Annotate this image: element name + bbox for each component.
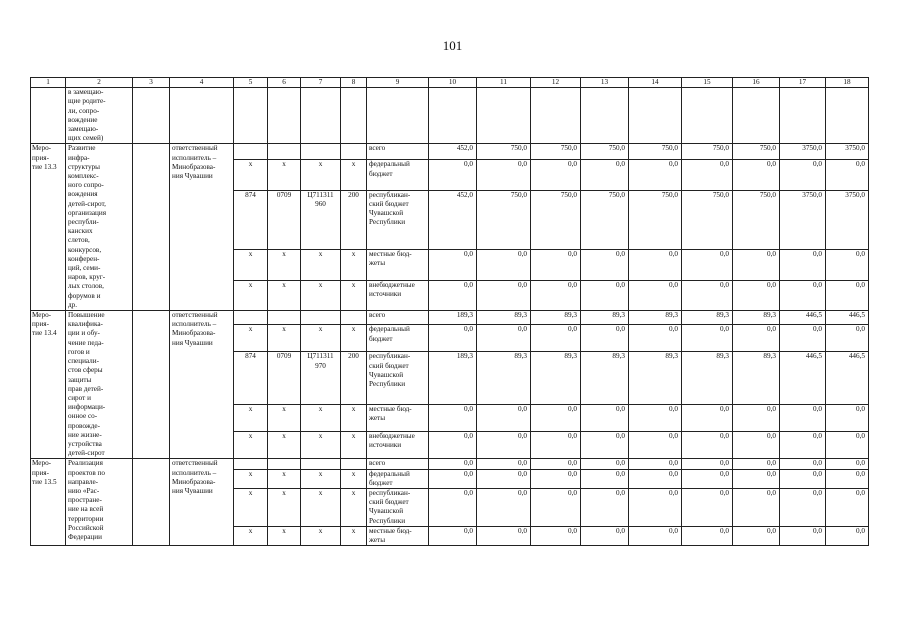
value-cell: 0,0 — [682, 250, 733, 280]
empty-cell — [780, 88, 826, 144]
code-cell: x — [268, 250, 301, 280]
value-cell: 446,5 — [826, 352, 869, 405]
value-cell: 0,0 — [780, 250, 826, 280]
value-cell: 0,0 — [826, 250, 869, 280]
code-cell: x — [234, 405, 268, 432]
value-cell: 0,0 — [629, 250, 682, 280]
funding-source: местные бюд- жеты — [367, 526, 429, 545]
page-number: 101 — [442, 38, 463, 53]
value-cell: 750,0 — [477, 190, 531, 249]
code-cell: 0709 — [268, 352, 301, 405]
value-cell: 0,0 — [581, 432, 629, 459]
code-cell — [301, 311, 341, 325]
code-cell: 874 — [234, 190, 268, 249]
column-number: 12 — [531, 78, 581, 88]
value-cell: 89,3 — [531, 311, 581, 325]
code-cell: x — [341, 432, 367, 459]
value-cell: 0,0 — [531, 325, 581, 352]
value-cell: 0,0 — [682, 488, 733, 526]
value-cell: 0,0 — [682, 459, 733, 469]
value-cell: 0,0 — [826, 405, 869, 432]
value-cell: 452,0 — [429, 144, 477, 160]
empty-cell — [367, 88, 429, 144]
value-cell: 0,0 — [531, 526, 581, 545]
empty-cell — [234, 88, 268, 144]
code-cell: x — [234, 526, 268, 545]
empty-cell — [826, 88, 869, 144]
value-cell: 0,0 — [826, 469, 869, 488]
value-cell: 446,5 — [780, 352, 826, 405]
value-cell: 0,0 — [682, 469, 733, 488]
column-number: 7 — [301, 78, 341, 88]
value-cell: 0,0 — [429, 432, 477, 459]
value-cell: 0,0 — [682, 526, 733, 545]
code-cell: x — [341, 160, 367, 190]
value-cell: 0,0 — [682, 325, 733, 352]
value-cell: 0,0 — [780, 405, 826, 432]
value-cell: 0,0 — [531, 405, 581, 432]
event-description: Повышение квалифика- ции и обу- чение педа- гогов и специали- стов сферы защиты прав детей- сирот и информаци- онное со- провожде- ние жизне- устройства детей-сирот — [66, 311, 133, 459]
code-cell: x — [301, 160, 341, 190]
empty-cell — [581, 88, 629, 144]
value-cell: 0,0 — [581, 526, 629, 545]
empty-cell — [733, 88, 780, 144]
value-cell: 0,0 — [780, 526, 826, 545]
code-cell: x — [341, 488, 367, 526]
code-cell: x — [268, 432, 301, 459]
value-cell: 89,3 — [682, 352, 733, 405]
value-cell: 0,0 — [733, 405, 780, 432]
funding-source: республикан- ский бюджет Чувашской Республики — [367, 352, 429, 405]
value-cell: 0,0 — [629, 432, 682, 459]
column-number: 14 — [629, 78, 682, 88]
value-cell: 0,0 — [733, 160, 780, 190]
funding-source: федеральный бюджет — [367, 325, 429, 352]
continuation-row — [31, 88, 869, 144]
value-cell: 0,0 — [581, 280, 629, 310]
value-cell: 89,3 — [733, 352, 780, 405]
value-cell: 189,3 — [429, 311, 477, 325]
value-cell: 0,0 — [477, 325, 531, 352]
column-number: 5 — [234, 78, 268, 88]
code-cell — [234, 311, 268, 325]
value-cell: 0,0 — [429, 405, 477, 432]
value-cell: 750,0 — [581, 190, 629, 249]
value-cell: 0,0 — [629, 526, 682, 545]
value-cell: 3750,0 — [826, 144, 869, 160]
empty-cell — [133, 144, 170, 311]
value-cell: 89,3 — [477, 311, 531, 325]
value-cell: 0,0 — [581, 405, 629, 432]
value-cell: 0,0 — [581, 459, 629, 469]
empty-cell — [170, 88, 234, 144]
value-cell: 0,0 — [429, 469, 477, 488]
event-executor: ответственный исполнитель – Минобразова- ния Чувашии — [170, 311, 234, 459]
value-cell: 0,0 — [581, 160, 629, 190]
funding-source: местные бюд- жеты — [367, 250, 429, 280]
value-cell: 0,0 — [477, 459, 531, 469]
value-cell: 0,0 — [477, 469, 531, 488]
budget-table — [30, 77, 869, 546]
code-cell — [268, 144, 301, 160]
code-cell: x — [341, 250, 367, 280]
code-cell: x — [234, 325, 268, 352]
code-cell: x — [268, 469, 301, 488]
value-cell: 0,0 — [531, 459, 581, 469]
column-number: 8 — [341, 78, 367, 88]
code-cell: x — [234, 488, 268, 526]
code-cell: x — [341, 325, 367, 352]
value-cell: 750,0 — [531, 190, 581, 249]
value-cell: 0,0 — [531, 250, 581, 280]
value-cell: 0,0 — [429, 488, 477, 526]
funding-source: внебюджетные источники — [367, 280, 429, 310]
value-cell: 0,0 — [682, 280, 733, 310]
code-cell — [341, 311, 367, 325]
value-cell: 0,0 — [682, 432, 733, 459]
value-cell: 0,0 — [477, 160, 531, 190]
value-cell: 0,0 — [429, 459, 477, 469]
empty-cell — [133, 311, 170, 459]
funding-source: федеральный бюджет — [367, 160, 429, 190]
value-cell: 750,0 — [629, 144, 682, 160]
value-cell: 0,0 — [733, 459, 780, 469]
empty-cell — [301, 88, 341, 144]
value-cell: 0,0 — [629, 459, 682, 469]
value-cell: 0,0 — [429, 280, 477, 310]
code-cell: x — [234, 469, 268, 488]
column-number: 10 — [429, 78, 477, 88]
code-cell: x — [234, 280, 268, 310]
value-cell: 89,3 — [581, 311, 629, 325]
value-cell: 0,0 — [826, 160, 869, 190]
value-cell: 0,0 — [531, 432, 581, 459]
code-cell — [301, 144, 341, 160]
value-cell: 0,0 — [429, 325, 477, 352]
code-cell: x — [301, 432, 341, 459]
value-cell: 0,0 — [581, 488, 629, 526]
header-row — [31, 78, 869, 88]
value-cell: 452,0 — [429, 190, 477, 249]
value-cell: 446,5 — [780, 311, 826, 325]
code-cell: x — [301, 250, 341, 280]
code-cell: x — [268, 405, 301, 432]
value-cell: 0,0 — [629, 405, 682, 432]
code-cell: x — [301, 488, 341, 526]
code-cell: x — [301, 325, 341, 352]
value-cell: 0,0 — [477, 432, 531, 459]
empty-cell — [31, 88, 66, 144]
value-cell: 750,0 — [682, 190, 733, 249]
code-cell: 200 — [341, 352, 367, 405]
value-cell: 3750,0 — [780, 190, 826, 249]
event-label: Меро- прия- тие 13.4 — [31, 311, 66, 459]
value-cell: 750,0 — [477, 144, 531, 160]
code-cell: x — [268, 488, 301, 526]
code-cell: x — [268, 160, 301, 190]
code-cell: x — [341, 469, 367, 488]
value-cell: 750,0 — [682, 144, 733, 160]
code-cell: 874 — [234, 352, 268, 405]
value-cell: 0,0 — [780, 325, 826, 352]
value-cell: 89,3 — [682, 311, 733, 325]
code-cell — [234, 459, 268, 469]
empty-cell — [268, 88, 301, 144]
funding-source: всего — [367, 144, 429, 160]
code-cell — [234, 144, 268, 160]
empty-cell — [477, 88, 531, 144]
value-cell: 0,0 — [733, 488, 780, 526]
value-cell: 750,0 — [733, 190, 780, 249]
value-cell: 0,0 — [780, 488, 826, 526]
value-cell: 89,3 — [581, 352, 629, 405]
value-cell: 0,0 — [733, 280, 780, 310]
funding-source: всего — [367, 459, 429, 469]
code-cell: x — [234, 250, 268, 280]
value-cell: 89,3 — [531, 352, 581, 405]
column-number: 9 — [367, 78, 429, 88]
value-cell: 750,0 — [629, 190, 682, 249]
value-cell: 0,0 — [429, 526, 477, 545]
value-cell: 0,0 — [826, 280, 869, 310]
value-cell: 0,0 — [477, 488, 531, 526]
funding-source: федеральный бюджет — [367, 469, 429, 488]
code-cell — [268, 459, 301, 469]
event-description: Развитие инфра- структуры комплекс- ного сопро- вождения детей-сирот, организация республи- канских слетов, конкурсов, конферен- ций, семи- наров, круг- лых столов, форумов и др. — [66, 144, 133, 311]
value-cell: 0,0 — [581, 250, 629, 280]
code-cell: x — [301, 280, 341, 310]
value-cell: 0,0 — [531, 280, 581, 310]
value-cell: 0,0 — [826, 459, 869, 469]
value-cell: 0,0 — [629, 160, 682, 190]
value-cell: 0,0 — [477, 250, 531, 280]
value-cell: 0,0 — [826, 325, 869, 352]
value-cell: 0,0 — [629, 280, 682, 310]
value-cell: 0,0 — [429, 160, 477, 190]
empty-cell — [133, 459, 170, 546]
value-cell: 0,0 — [531, 488, 581, 526]
column-number: 16 — [733, 78, 780, 88]
code-cell — [341, 459, 367, 469]
code-cell: x — [234, 432, 268, 459]
value-cell: 0,0 — [733, 469, 780, 488]
table-row — [31, 459, 869, 469]
empty-cell — [682, 88, 733, 144]
funding-source: местные бюд- жеты — [367, 405, 429, 432]
code-cell — [268, 311, 301, 325]
column-number: 1 — [31, 78, 66, 88]
event-executor: ответственный исполнитель – Минобразова- ния Чувашии — [170, 459, 234, 546]
value-cell: 0,0 — [477, 280, 531, 310]
event-label: Меро- прия- тие 13.5 — [31, 459, 66, 546]
column-number: 18 — [826, 78, 869, 88]
value-cell: 0,0 — [780, 160, 826, 190]
empty-cell — [429, 88, 477, 144]
value-cell: 0,0 — [826, 526, 869, 545]
value-cell: 0,0 — [826, 488, 869, 526]
value-cell: 0,0 — [477, 405, 531, 432]
code-cell: Ц711311 960 — [301, 190, 341, 249]
value-cell: 0,0 — [733, 432, 780, 459]
value-cell: 3750,0 — [780, 144, 826, 160]
funding-source: республикан- ский бюджет Чувашской Республики — [367, 488, 429, 526]
code-cell: 200 — [341, 190, 367, 249]
column-number: 11 — [477, 78, 531, 88]
code-cell: x — [341, 405, 367, 432]
value-cell: 0,0 — [629, 469, 682, 488]
column-number: 17 — [780, 78, 826, 88]
code-cell: x — [341, 526, 367, 545]
value-cell: 0,0 — [682, 405, 733, 432]
value-cell: 446,5 — [826, 311, 869, 325]
empty-cell — [629, 88, 682, 144]
value-cell: 750,0 — [581, 144, 629, 160]
code-cell: Ц711311 970 — [301, 352, 341, 405]
value-cell: 0,0 — [780, 469, 826, 488]
column-number: 2 — [66, 78, 133, 88]
empty-cell — [531, 88, 581, 144]
event-label: Меро- прия- тие 13.3 — [31, 144, 66, 311]
funding-source: республикан- ский бюджет Чувашской Республики — [367, 190, 429, 249]
value-cell: 0,0 — [682, 160, 733, 190]
value-cell: 0,0 — [733, 325, 780, 352]
value-cell: 0,0 — [733, 526, 780, 545]
column-number: 13 — [581, 78, 629, 88]
value-cell: 89,3 — [733, 311, 780, 325]
value-cell: 0,0 — [826, 432, 869, 459]
code-cell: x — [268, 325, 301, 352]
value-cell: 0,0 — [780, 432, 826, 459]
value-cell: 0,0 — [629, 488, 682, 526]
value-cell: 750,0 — [733, 144, 780, 160]
funding-source: внебюджетные источники — [367, 432, 429, 459]
value-cell: 0,0 — [581, 469, 629, 488]
value-cell: 0,0 — [733, 250, 780, 280]
value-cell: 0,0 — [780, 459, 826, 469]
empty-cell — [133, 88, 170, 144]
value-cell: 0,0 — [531, 160, 581, 190]
code-cell: x — [341, 280, 367, 310]
code-cell: 0709 — [268, 190, 301, 249]
value-cell: 750,0 — [531, 144, 581, 160]
code-cell: x — [301, 526, 341, 545]
funding-source: всего — [367, 311, 429, 325]
code-cell: x — [234, 160, 268, 190]
event-description: в замещаю- щие родите- ли, сопро- вождение замещаю- щих семей) — [66, 88, 133, 144]
value-cell: 0,0 — [531, 469, 581, 488]
value-cell: 189,3 — [429, 352, 477, 405]
value-cell: 89,3 — [629, 311, 682, 325]
code-cell — [341, 144, 367, 160]
table-row — [31, 311, 869, 325]
table-row — [31, 144, 869, 160]
code-cell: x — [268, 280, 301, 310]
value-cell: 0,0 — [429, 250, 477, 280]
empty-cell — [341, 88, 367, 144]
value-cell: 0,0 — [629, 325, 682, 352]
code-cell: x — [301, 469, 341, 488]
column-number: 3 — [133, 78, 170, 88]
value-cell: 0,0 — [477, 526, 531, 545]
value-cell: 0,0 — [581, 325, 629, 352]
code-cell: x — [301, 405, 341, 432]
value-cell: 3750,0 — [826, 190, 869, 249]
column-number: 4 — [170, 78, 234, 88]
value-cell: 89,3 — [629, 352, 682, 405]
event-executor: ответственный исполнитель – Минобразова- ния Чувашии — [170, 144, 234, 311]
value-cell: 0,0 — [780, 280, 826, 310]
value-cell: 89,3 — [477, 352, 531, 405]
column-number: 6 — [268, 78, 301, 88]
code-cell — [301, 459, 341, 469]
column-number: 15 — [682, 78, 733, 88]
code-cell: x — [268, 526, 301, 545]
event-description: Реализация проектов по направле- нию «Рас- простране- ние на всей территории Российской Федерации — [66, 459, 133, 546]
